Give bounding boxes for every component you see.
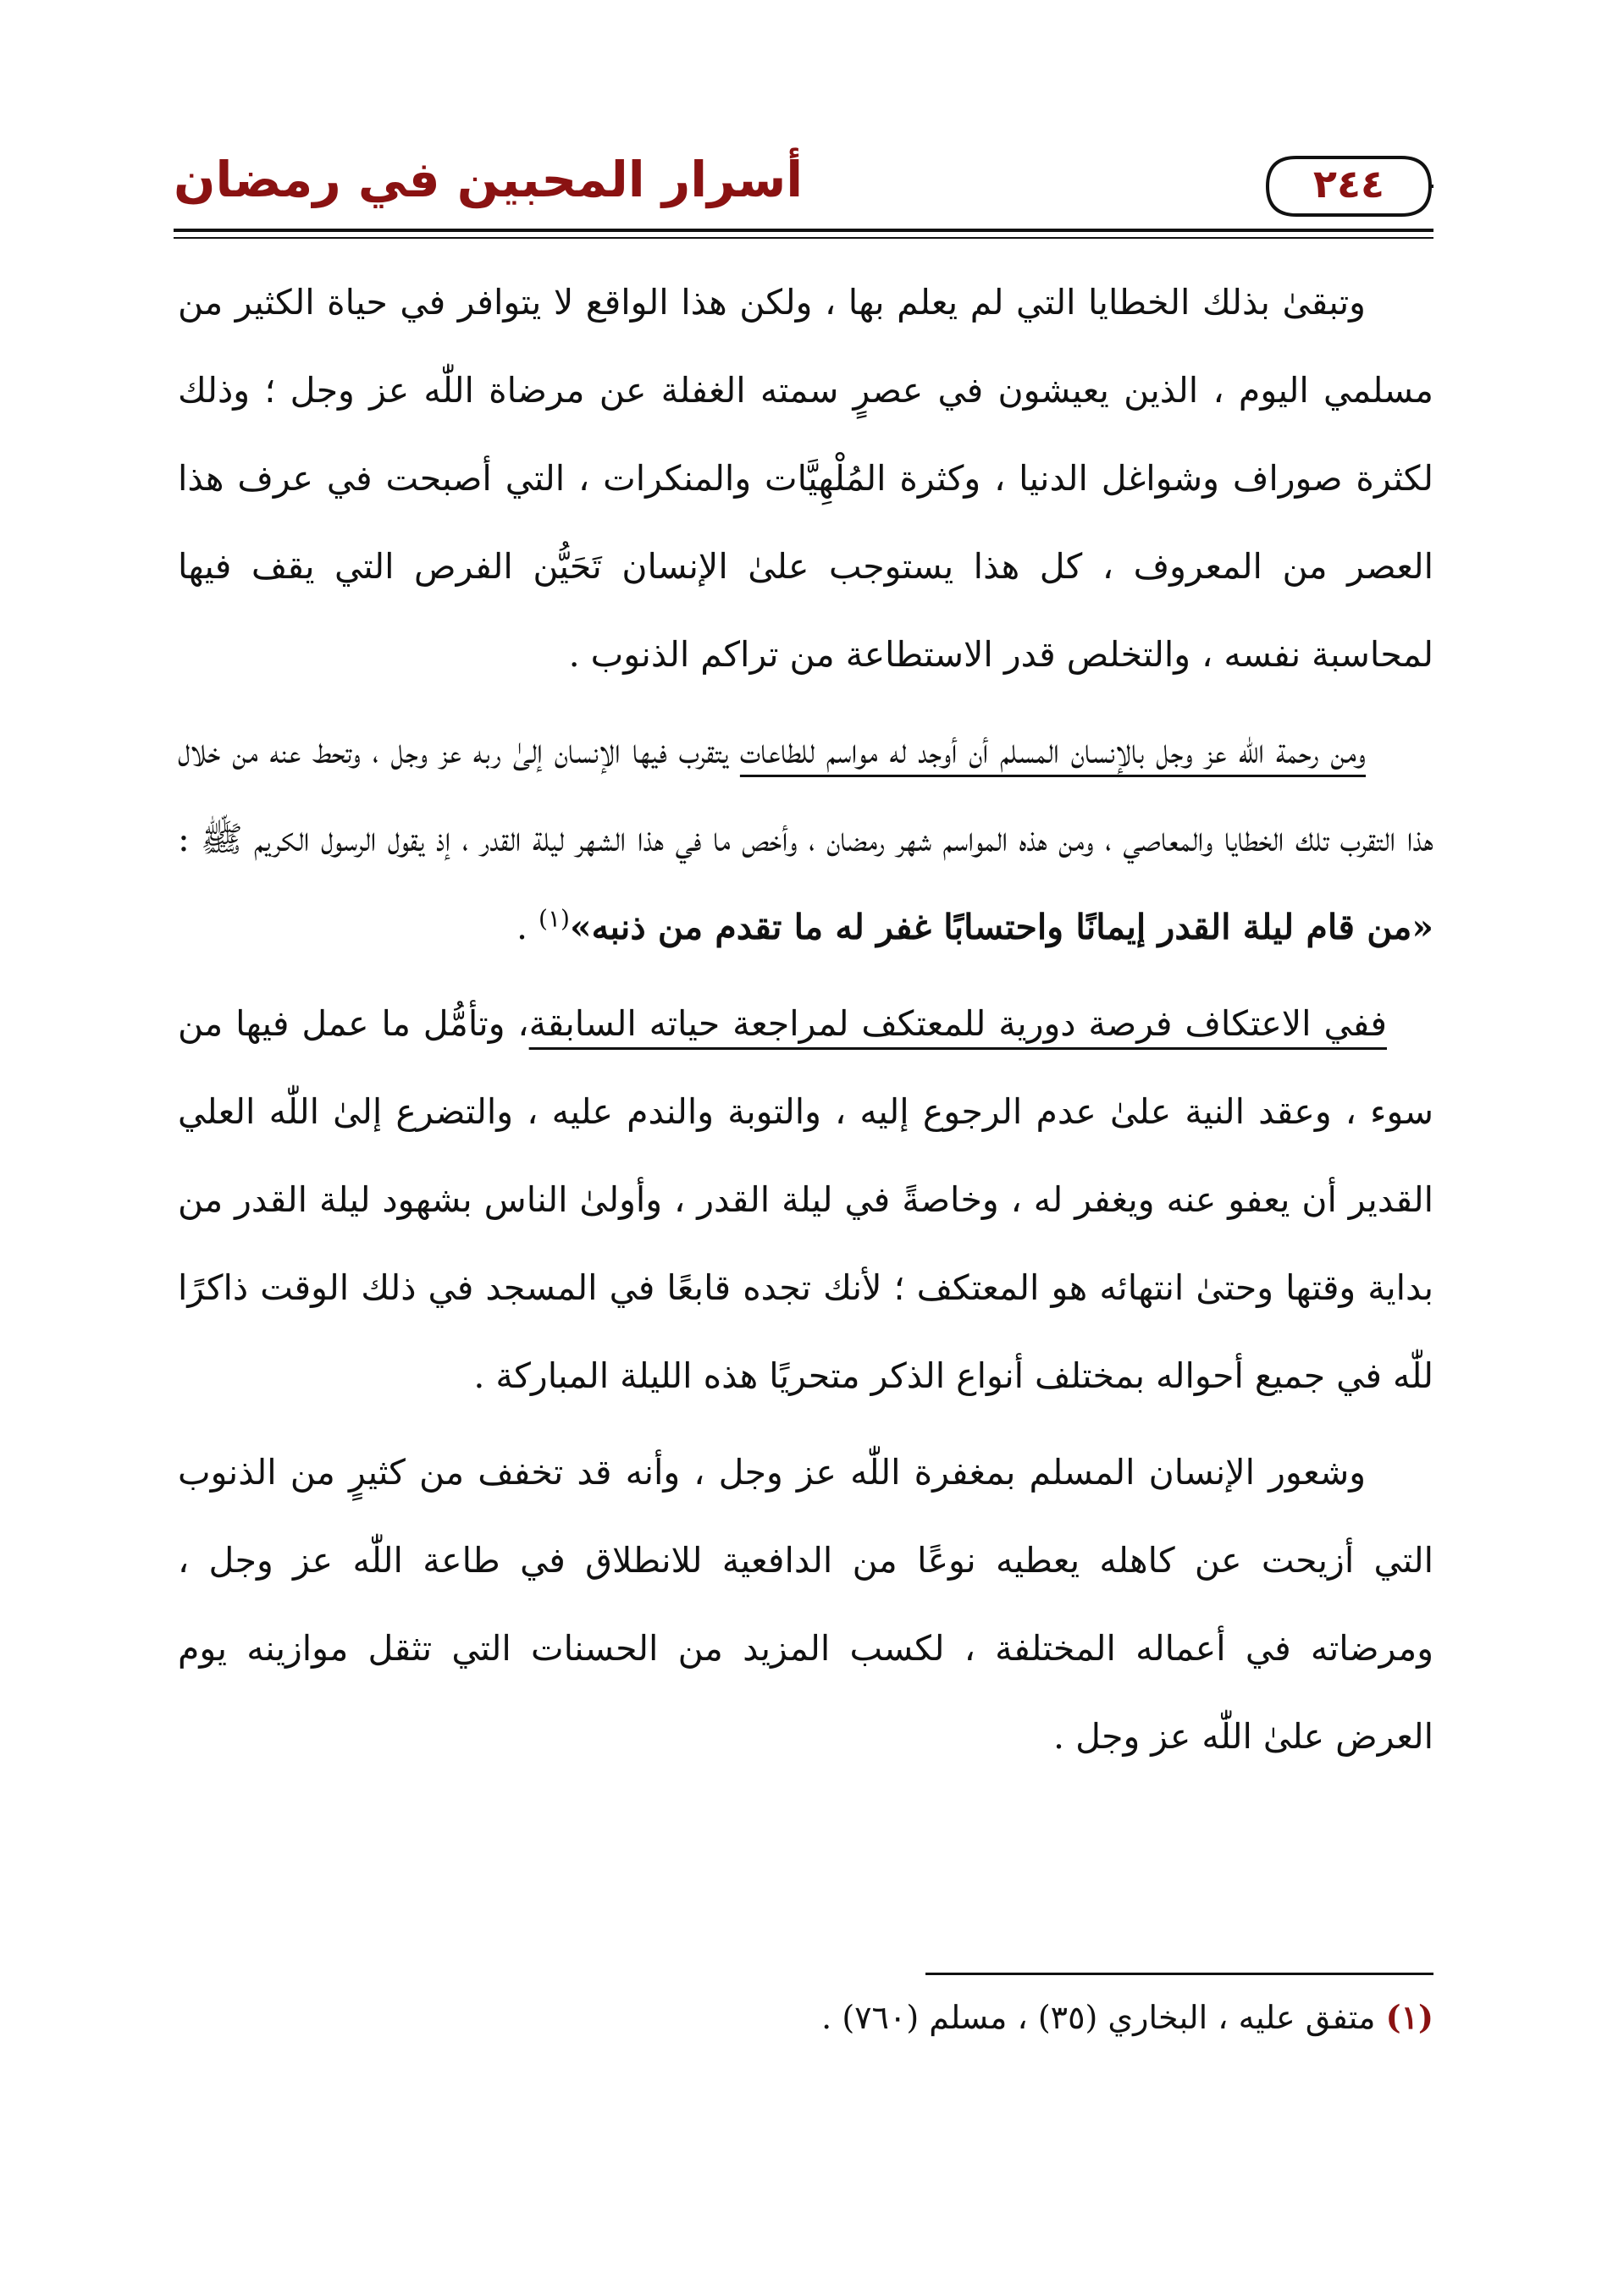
paragraph-3-underlined: ففي الاعتكاف فرصة دورية للمعتكف لمراجعة حياته السابقة [528,1003,1387,1044]
header-rule-thin [174,237,1433,239]
paragraph-2-text: يتقرب فيها الإنسان إلىٰ ربه عز وجل ، وتحط عنه من خلال هذا التقرب تلك الخطايا والمعاصي ، ومن هذه المواسم شهر رمضان ، وأخص ما في هذا الشهر ليلة القدر ، إذ يقول الرسول الكريم ﷺ : [178,731,1433,859]
footnote-reference: (١) [539,904,570,933]
header-rule [174,229,1433,232]
footnote-mark: (١) [1385,1998,1433,2036]
paragraph-3-text: ، وتأمُّل ما عمل فيها من سوء ، وعقد النية علىٰ عدم الرجوع إليه ، والتوبة والندم عليه ، والتضرع إلىٰ اللّٰه العلي القدير أن يعفو عنه ويغفر له ، وخاصةً في ليلة القدر ، وأولىٰ الناس بشهود ليلة القدر من بداية وقتها وحتىٰ انتهائه هو المعتكف ؛ لأنك تجده قابعًا في المسجد في ذلك الوقت ذاكرًا للّٰه في جميع أحواله بمختلف أنواع الذكر متحريًا هذه الليلة المباركة . [178,1003,1433,1396]
paragraph-3 [178,980,1433,1420]
page-header [174,142,1433,235]
main-text [178,258,1433,1780]
paragraph-4 [178,1428,1433,1780]
footnote-text: متفق عليه ، البخاري (٣٥) ، مسلم (٧٦٠) . [821,1999,1386,2036]
paragraph-2-underlined: ومن رحمة اللّٰه عز وجل بالإنسان المسلم أن أوجد له مواسم للطاعات [739,731,1366,771]
paragraph-4-text: وشعور الإنسان المسلم بمغفرة اللّٰه عز وجل ، وأنه قد تخفف من كثيرٍ من الذنوب التي أزيحت عن كاهله يعطيه نوعًا من الدافعية للانطلاق في طاعة اللّٰه عز وجل ، ومرضاته في أعماله المختلفة ، لكسب المزيد من الحسنات التي تثقل موازينه يوم العرض علىٰ اللّٰه عز وجل . [178,1452,1433,1757]
paragraph-2-end: . [516,907,539,947]
paragraph-2 [178,707,1433,971]
footnote [178,1988,1433,2047]
book-title: أسرار المحبين في رمضان [174,151,804,208]
footnote-rule [925,1973,1433,1975]
hadith-quote: «من قام ليلة القدر إيمانًا واحتسابًا غفر له ما تقدم من ذنبه» [569,907,1433,947]
paragraph-1 [178,258,1433,698]
page-number-badge [1264,154,1433,218]
paragraph-1-text: وتبقىٰ بذلك الخطايا التي لم يعلم بها ، ولكن هذا الواقع لا يتوافر في حياة الكثير من مسلمي اليوم ، الذين يعيشون في عصرٍ سمته الغفلة عن مرضاة اللّٰه عز وجل ؛ وذلك لكثرة صوراف وشواغل الدنيا ، وكثرة المُلْهِيَّات والمنكرات ، التي أصبحت في عرف هذا العصر من المعروف ، كل هذا يستوجب علىٰ الإنسان تَحَيُّن الفرص التي يقف فيها لمحاسبة نفسه ، والتخلص قدر الاستطاعة من تراكم الذنوب . [178,282,1433,675]
page-number: ٢٤٤ [1312,161,1385,207]
